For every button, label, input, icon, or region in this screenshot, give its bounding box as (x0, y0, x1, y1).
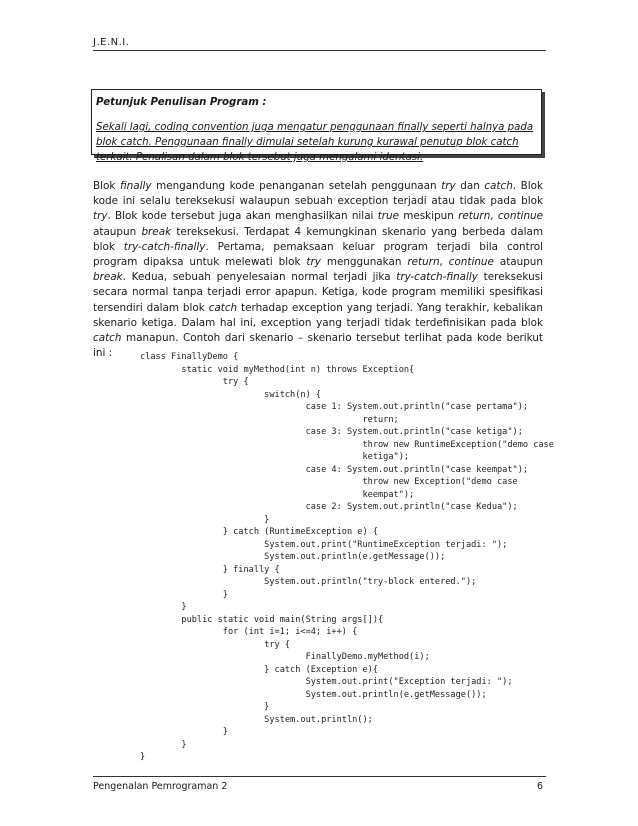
code-line: FinallyDemo.myMethod(i); (140, 652, 430, 662)
italic-term: return (458, 210, 491, 223)
italic-term: catch (208, 301, 238, 314)
code-line: throw new RuntimeException("demo case (140, 439, 554, 450)
text-run: menggunakan (320, 256, 408, 269)
code-line: } catch (Exception e){ (140, 664, 378, 675)
code-line: ketiga"); (140, 452, 410, 462)
text-run: , (490, 210, 498, 223)
code-line: throw new Exception("demo case (140, 477, 518, 487)
code-line: } (140, 514, 270, 525)
text-run: , (439, 256, 449, 269)
text-run: mengandung kode penanganan setelah penggunaan (151, 180, 442, 192)
code-line: case 3: System.out.println("case ketiga"); (140, 427, 523, 437)
code-line: System.out.println(e.getMessage()); (140, 552, 446, 562)
text-run: . Kedua, sebuah penyelesaian normal terjadi jika (122, 271, 397, 284)
code-line: try { (140, 639, 291, 650)
header-divider (93, 50, 546, 51)
italic-term: try (306, 256, 321, 269)
code-line: static void myMethod(int n) throws Exception{ (140, 364, 415, 375)
code-line: case 2: System.out.println("case Kedua"); (140, 502, 518, 512)
code-line: } (140, 602, 187, 612)
code-line: } (140, 702, 270, 712)
code-line: } catch (RuntimeException e) { (140, 527, 378, 537)
code-line: System.out.print("Exception terjadi: "); (140, 677, 513, 687)
code-line: System.out.println(e.getMessage()); (140, 689, 487, 700)
italic-term: try (93, 210, 108, 223)
italic-term: break (93, 271, 123, 284)
footer-course-title: Pengenalan Pemrograman 2 (93, 781, 228, 792)
code-line: class FinallyDemo { (140, 352, 239, 362)
italic-term: true (377, 210, 400, 223)
italic-term: try-catch-finally (123, 240, 206, 253)
code-line: case 4: System.out.println("case keempat"); (140, 464, 529, 475)
italic-term: continue (497, 210, 544, 223)
code-line: } finally { (140, 564, 280, 575)
code-line: System.out.println(); (140, 714, 373, 725)
text-run: tereksekusi. Terdapat 4 kemungkinan skenario yang berbeda dalam blok (93, 225, 544, 253)
code-line: } (140, 739, 187, 750)
code-line: switch(n) { (140, 389, 322, 400)
text-run: . Blok kode ini selalu tereksekusi walaupun sebuah exception terjadi atau tidak pada blok (93, 180, 544, 208)
page-number: 6 (536, 781, 543, 792)
code-line: System.out.println("try-block entered."); (140, 577, 477, 587)
italic-term: try-catch-finally (396, 271, 478, 284)
text-run: Blok (93, 180, 120, 192)
italic-term: finally (119, 180, 152, 192)
text-run: dan (455, 180, 485, 192)
text-run: tereksekusi secara normal tanpa terjadi error apapun. Ketiga, kode program memiliki spesifikasi tersendiri dalam blok (93, 271, 543, 314)
text-run: meskipun (399, 210, 459, 223)
italic-term: break (141, 225, 172, 238)
text-run: ataupun (93, 225, 142, 238)
italic-term: continue (448, 256, 494, 269)
note-title: Petunjuk Penulisan Program : (96, 97, 267, 108)
code-line: try { (140, 377, 249, 387)
note-box (91, 89, 542, 163)
code-line: public static void main(String args[]){ (140, 614, 384, 625)
italic-term: return (407, 256, 440, 269)
text-run: . Pertama, pemaksaan keluar program terjadi bila control program dipaksa untuk melewati blok (93, 240, 543, 269)
code-line: keempat"); (140, 489, 415, 500)
note-body: Sekali lagi, coding convention juga mengatur penggunaan finally seperti halnya pada blok catch. Penggunaan finally dimulai setelah kurung kurawal penutup blok catch terkait. Penulisan dalam blok tersebut juga mengalami identasi. (96, 122, 534, 163)
code-line: for (int i=1; i<=4; i++) { (140, 627, 358, 637)
code-line: } (140, 752, 146, 762)
footer-divider (93, 776, 546, 777)
code-line: return; (140, 414, 399, 425)
text-run: manapun. Contoh dari skenario – skenario tersebut terlihat pada kode berikut ini : (93, 332, 543, 360)
text-run: terhadap exception yang terjadi. Yang terakhir, kebalikan skenario ketiga. Dalam hal ini, exception yang terjadi tidak terdefinisikan pada blok (93, 301, 543, 329)
code-line: case 1: System.out.println("case pertama"); (140, 402, 529, 412)
italic-term: try (441, 180, 456, 192)
italic-term: catch (93, 332, 122, 345)
text-run: ataupun (493, 256, 543, 269)
code-line: } (140, 589, 228, 600)
code-line: } (140, 727, 228, 737)
code-listing (140, 351, 554, 764)
running-header: J.E.N.I. (93, 37, 130, 48)
body-paragraph (93, 179, 543, 361)
code-line: System.out.print("RuntimeException terjadi: "); (140, 539, 508, 550)
text-run: . Blok kode tersebut juga akan menghasilkan nilai (107, 210, 378, 223)
italic-term: catch (484, 180, 513, 192)
